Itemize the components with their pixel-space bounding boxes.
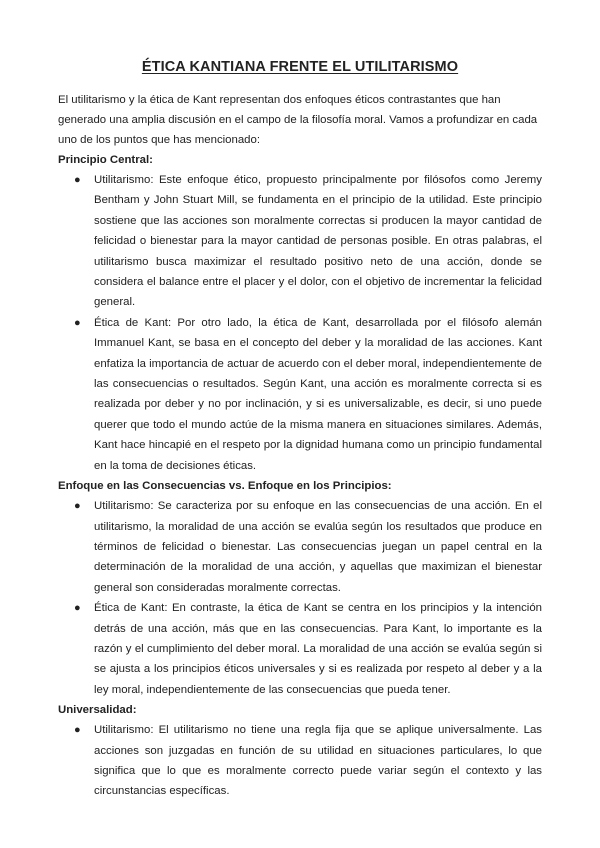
section-heading: Principio Central:: [58, 154, 153, 166]
bullet-list: [58, 720, 542, 802]
list-item: [58, 598, 542, 700]
section-universalidad: [58, 700, 542, 802]
list-item: [58, 170, 542, 313]
list-item-text: Ética de Kant: En contraste, la ética de Kant se centra en los principios y la intención detrás de una acción, más que en las consecuencias. Para Kant, lo importante es la razón y el cumplimiento del deber moral. La moralidad de una acción se evalúa según si se ajusta a los principios éticos universales y si es realizada por respeto al deber y a la ley moral, independientemente de las consecuencias que pueda tener.: [94, 602, 542, 696]
list-item-text: Utilitarismo: El utilitarismo no tiene una regla fija que se aplique universalmente. Las acciones son juzgadas en función de su utilidad en situaciones particulares, lo que significa que lo que es moralmente correcto puede variar según el contexto y las circunstancias específicas.: [94, 724, 542, 798]
document-title: ÉTICA KANTIANA FRENTE EL UTILITARISMO: [141, 59, 459, 75]
intro-paragraph: El utilitarismo y la ética de Kant representan dos enfoques éticos contrastantes que han generado una amplia discusión en el campo de la filosofía moral. Vamos a profundizar en cada uno de los puntos que has mencionado:: [58, 94, 538, 146]
list-item-text: Ética de Kant: Por otro lado, la ética de Kant, desarrollada por el filósofo alemán Immanuel Kant, se basa en el concepto del deber y la moralidad de las acciones. Kant enfatiza la importancia de actuar de acuerdo con el deber moral, independientemente de las consecuencias o resultados. Según Kant, una acción es moralmente correcta si es realizada por deber y no por inclinación, y si es universalizable, es decir, si uno puede querer que todo el mundo actúe de la misma manera en situaciones similares. Además, Kant hace hincapié en el respeto por la dignidad humana como un principio fundamental en la toma de decisiones éticas.: [94, 316, 542, 472]
list-item: [58, 720, 542, 802]
section-principio-central: [58, 150, 542, 476]
list-item: [58, 496, 542, 598]
section-heading: Enfoque en las Consecuencias vs. Enfoque en los Principios:: [58, 480, 392, 493]
section-heading: Universalidad:: [58, 704, 137, 717]
list-item-text: Utilitarismo: Este enfoque ético, propuesto principalmente por filósofos como Jeremy Bentham y John Stuart Mill, se fundamenta en el principio de la utilidad. Este principio sostiene que las acciones son moralmente correctas si producen la mayor cantidad de felicidad o bienestar para la mayor cantidad de personas posible. En otras palabras, el utilitarismo busca maximizar el resultado positivo neto de una acción, donde se considera el balance entre el placer y el dolor, con el objetivo de incrementar la felicidad general.: [94, 174, 542, 309]
bullet-list: [58, 496, 542, 700]
bullet-icon: ●: [74, 724, 81, 737]
bullet-list: [58, 170, 542, 476]
bullet-icon: ●: [74, 316, 81, 329]
list-item: [58, 313, 542, 476]
section-enfoque-consecuencias: [58, 476, 542, 700]
list-item-text: Utilitarismo: Se caracteriza por su enfoque en las consecuencias de una acción. En el utilitarismo, la moralidad de una acción se evalúa según los resultados que produce en términos de felicidad o bienestar. Las consecuencias juegan un papel central en la determinación de la moralidad de una acción, y aquellas que maximizan el bienestar general son consideradas moralmente correctas.: [94, 500, 542, 594]
bullet-icon: ●: [74, 174, 81, 186]
bullet-icon: ●: [74, 500, 81, 513]
bullet-icon: ●: [74, 602, 81, 615]
